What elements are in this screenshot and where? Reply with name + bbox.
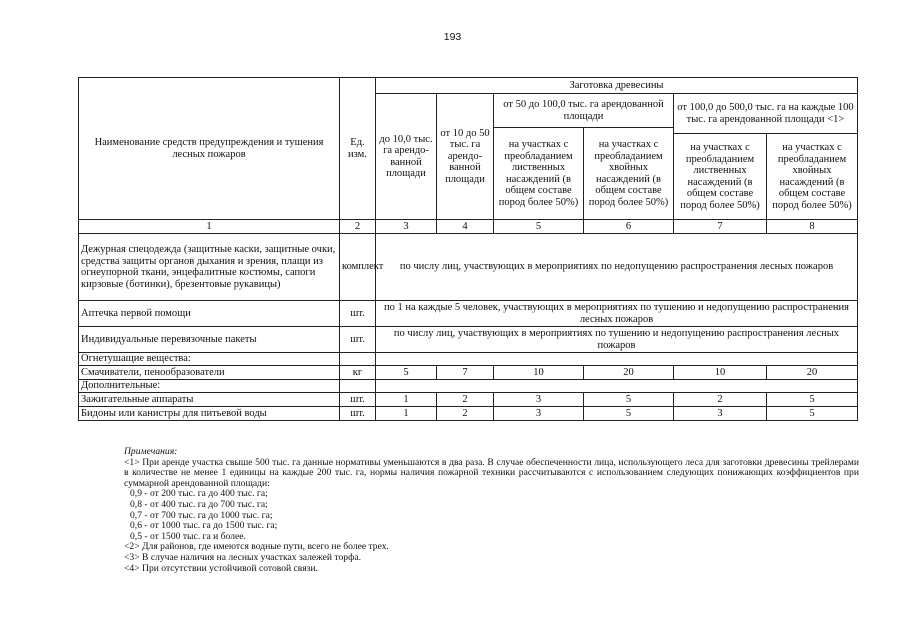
- note-4: <4> При отсутствии устойчивой сотовой связи.: [124, 562, 318, 574]
- col-number: 7: [674, 220, 767, 234]
- row-name: Дежурная спецодежда (защитные каски, защитные очки, средства защиты органов дыхания и зрения, плащи из огнеупорной ткани, энцефалитные костюмы, сапоги кирзовые (ботинки), брезентовые рукавицы): [79, 234, 340, 301]
- row-merged-value: по 1 на каждые 5 человек, участвующих в мероприятиях по тушению и недопущению распространения лесных пожаров: [376, 301, 858, 327]
- table-row: [79, 234, 858, 301]
- row-value: 3: [674, 407, 767, 421]
- table-row: [79, 393, 858, 407]
- row-value: 3: [494, 393, 584, 407]
- note-2: <2> Для районов, где имеются водные пути, всего не более трех.: [124, 541, 389, 553]
- row-name: Смачиватели, пенообразователи: [79, 366, 340, 380]
- col-number: 3: [376, 220, 437, 234]
- row-unit: шт.: [340, 407, 376, 421]
- row-value: 5: [376, 366, 437, 380]
- row-value: 3: [494, 407, 584, 421]
- table-row: [79, 353, 858, 366]
- row-unit: шт.: [340, 301, 376, 327]
- row-value: 5: [767, 393, 858, 407]
- row-unit: кг: [340, 366, 376, 380]
- col-number: 4: [437, 220, 494, 234]
- fire-equipment-norms-table: [78, 77, 858, 421]
- header-col-8: на участках с преобладанием хвойных насаждений (в общем составе пород более 50%): [767, 134, 858, 220]
- row-name: Дополнительные:: [79, 380, 340, 393]
- notes-title: Примечания:: [124, 446, 178, 457]
- col-number: 8: [767, 220, 858, 234]
- row-value: 1: [376, 407, 437, 421]
- row-name: Огнетушащие вещества:: [79, 353, 340, 366]
- header-group-50-100: от 50 до 100,0 тыс. га арендованной площади: [494, 94, 674, 128]
- row-value: 5: [584, 393, 674, 407]
- row-value: 10: [674, 366, 767, 380]
- coefficient-item: 0,6 - от 1000 тыс. га до 1500 тыс. га;: [130, 520, 278, 532]
- row-unit: шт.: [340, 327, 376, 353]
- row-value: 1: [376, 393, 437, 407]
- col-number: 1: [79, 220, 340, 234]
- row-value: 2: [437, 407, 494, 421]
- page-number: 193: [443, 31, 462, 43]
- row-name: Бидоны или канистры для питьевой воды: [79, 407, 340, 421]
- row-value: 7: [437, 366, 494, 380]
- row-name: Зажигательные аппараты: [79, 393, 340, 407]
- header-name-col: Наименование средств предупреждения и тушения лесных пожаров: [79, 78, 340, 220]
- note-3: <3> В случае наличия на лесных участках залежей торфа.: [124, 551, 361, 563]
- header-unit-col: Ед. изм.: [340, 78, 376, 220]
- note-1: <1> При аренде участка свыше 500 тыс. га данные нормативы уменьшаются в два раза. В случае обеспеченности лица, использующего леса для заготовки древесины трейлерами в количестве не менее 1 единицы на каждые 200 тыс. га, нормы наличия пожарной техники рассчитываются с использованием следующих понижающих коэффициентов при суммарной арендованной площади:: [124, 456, 859, 489]
- header-col-5: на участках с преобладанием лиственных насаждений (в общем составе пород более 50%): [494, 128, 584, 220]
- table-row: [79, 380, 858, 393]
- header-col-6: на участках с преобладанием хвойных насаждений (в общем составе пород более 50%): [584, 128, 674, 220]
- row-value: 2: [437, 393, 494, 407]
- col-number: 6: [584, 220, 674, 234]
- coefficient-item: 0,7 - от 700 тыс. га до 1000 тыс. га;: [130, 509, 273, 521]
- header-col-4: от 10 до 50 тыс. га арендо-ванной площади: [437, 94, 494, 220]
- table-row: [79, 407, 858, 421]
- row-value: 5: [767, 407, 858, 421]
- row-merged-value: по числу лиц, участвующих в мероприятиях по недопущению распространения лесных пожаров: [376, 234, 858, 301]
- row-value: 20: [584, 366, 674, 380]
- row-value: 5: [584, 407, 674, 421]
- header-group-100-500: от 100,0 до 500,0 тыс. га на каждые 100 тыс. га арендованной площади <1>: [674, 94, 858, 134]
- coefficient-item: 0,9 - от 200 тыс. га до 400 тыс. га;: [130, 488, 268, 500]
- row-unit: комплект: [340, 234, 376, 301]
- table-row: [79, 366, 858, 380]
- table-row: [79, 301, 858, 327]
- row-value: 20: [767, 366, 858, 380]
- table-row: [79, 327, 858, 353]
- header-col-7: на участках с преобладанием лиственных насаждений (в общем составе пород более 50%): [674, 134, 767, 220]
- header-row-1: [79, 78, 858, 94]
- row-value: 2: [674, 393, 767, 407]
- notes: [78, 447, 859, 574]
- header-col-3: до 10,0 тыс. га арендо-ванной площади: [376, 94, 437, 220]
- row-unit: шт.: [340, 393, 376, 407]
- col-number: 2: [340, 220, 376, 234]
- row-name: Аптечка первой помощи: [79, 301, 340, 327]
- coefficient-item: 0,5 - от 1500 тыс. га и более.: [130, 530, 246, 542]
- col-number: 5: [494, 220, 584, 234]
- row-name: Индивидуальные перевязочные пакеты: [79, 327, 340, 353]
- column-numbers-row: [79, 220, 858, 234]
- header-group-title: Заготовка древесины: [376, 78, 858, 94]
- coefficient-item: 0,8 - от 400 тыс. га до 700 тыс. га;: [130, 498, 268, 510]
- row-merged-value: по числу лиц, участвующих в мероприятиях по тушению и недопущению распространения лесных пожаров: [376, 327, 858, 353]
- row-value: 10: [494, 366, 584, 380]
